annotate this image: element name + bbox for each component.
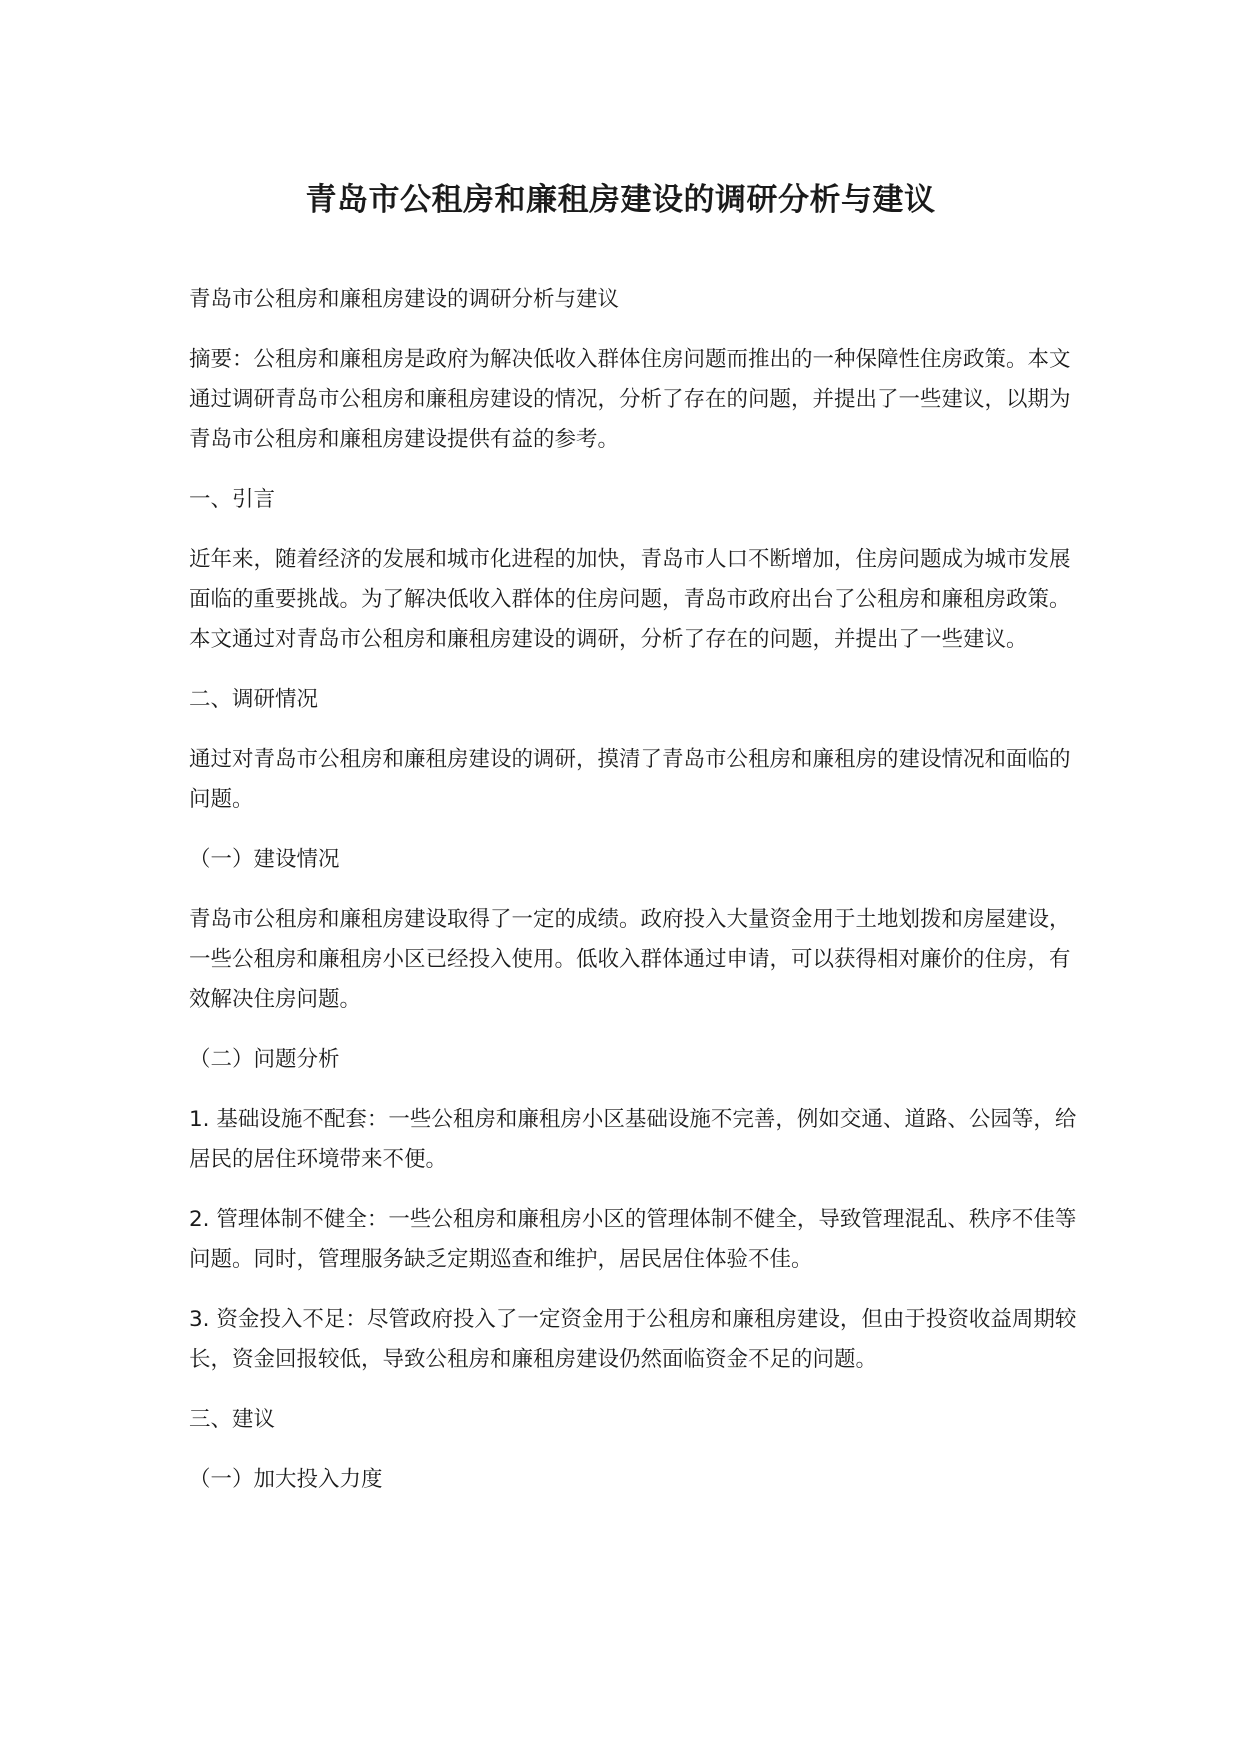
subtitle-paragraph: 青岛市公租房和廉租房建设的调研分析与建议	[189, 287, 620, 312]
survey-paragraph: 通过对青岛市公租房和廉租房建设的调研，摸清了青岛市公租房和廉租房的建设情况和面临的问题。	[189, 747, 1071, 812]
construction-paragraph: 青岛市公租房和廉租房建设取得了一定的成绩。政府投入大量资金用于土地划拨和房屋建设，一些公租房和廉租房小区已经投入使用。低收入群体通过申请，可以获得相对廉价的住房，有效解决住房问题。	[189, 907, 1071, 1012]
subsection-heading-construction: （一）建设情况	[189, 847, 340, 872]
section-heading-suggestions: 三、建议	[189, 1407, 276, 1432]
section-heading-introduction: 一、引言	[189, 487, 276, 512]
subsection-heading-investment: （一）加大投入力度	[189, 1467, 383, 1492]
document-body	[189, 280, 1079, 1520]
introduction-paragraph: 近年来，随着经济的发展和城市化进程的加快，青岛市人口不断增加，住房问题成为城市发展面临的重要挑战。为了解决低收入群体的住房问题，青岛市政府出台了公租房和廉租房政策。本文通过对青岛市公租房和廉租房建设的调研，分析了存在的问题，并提出了一些建议。	[189, 547, 1071, 652]
subsection-heading-problems: （二）问题分析	[189, 1047, 340, 1072]
abstract-paragraph: 摘要：公租房和廉租房是政府为解决低收入群体住房问题而推出的一种保障性住房政策。本文通过调研青岛市公租房和廉租房建设的情况，分析了存在的问题，并提出了一些建议，以期为青岛市公租房和廉租房建设提供有益的参考。	[189, 347, 1071, 452]
problem-item-2: 2. 管理体制不健全：一些公租房和廉租房小区的管理体制不健全，导致管理混乱、秩序不佳等问题。同时，管理服务缺乏定期巡查和维护，居民居住体验不佳。	[189, 1207, 1077, 1272]
problem-item-1: 1. 基础设施不配套：一些公租房和廉租房小区基础设施不完善，例如交通、道路、公园等，给居民的居住环境带来不便。	[189, 1107, 1077, 1172]
problem-item-3: 3. 资金投入不足：尽管政府投入了一定资金用于公租房和廉租房建设，但由于投资收益周期较长，资金回报较低，导致公租房和廉租房建设仍然面临资金不足的问题。	[189, 1307, 1077, 1372]
section-heading-survey: 二、调研情况	[189, 687, 319, 712]
document-title: 青岛市公租房和廉租房建设的调研分析与建议	[305, 182, 936, 218]
